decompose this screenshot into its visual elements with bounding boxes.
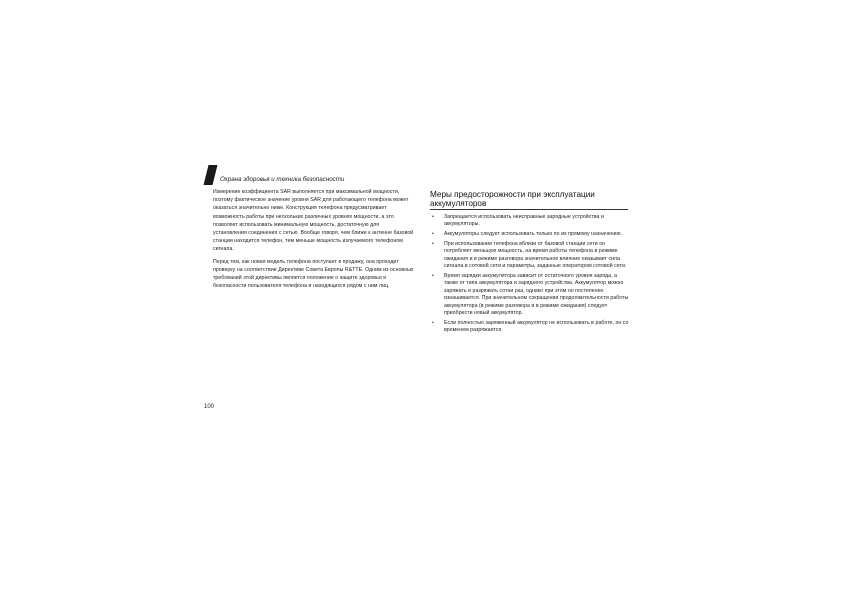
list-item [430, 273, 630, 317]
list-item-text: При использовании телефона вблизи от базовой станции сети он потребляет меньшую мощность, на время работы телефона в режиме ожидания и в режиме разговора значительное влияние оказывает сила сигнала в сотовой сети и параметры, заданные оператором сотовой сети. [444, 241, 627, 270]
bullet-icon: • [432, 319, 434, 326]
section-title: Меры предосторожности при эксплуатации аккумуляторов [430, 190, 595, 209]
bullet-icon: • [432, 231, 434, 238]
list-item [430, 320, 630, 335]
list-item-text: Если полностью заряженный аккумулятор не использовать в работе, он со временем разряжается. [444, 319, 629, 334]
precautions-list [430, 214, 630, 337]
bullet-icon: • [432, 273, 434, 280]
body-paragraph: Измерение коэффициента SAR выполняется при максимальной мощности, поэтому фактическое значение уровня SAR для работающего телефона может оказаться значительно ниже. Конструкция телефона предусматривает возможность работы при нескольких различных уровнях мощности, а это позволяет использовать минимальную мощность, достаточную для установления соединения с сетью. Вообще говоря, чем ближе к антенне базовой станции находится телефон, тем меньше мощность излучаемого телефоном сигнала. [213, 189, 414, 253]
section-header: Охрана здоровья и техника безопасности [220, 176, 345, 183]
list-item-text: Время зарядки аккумулятора зависит от остаточного уровня заряда, а также от типа аккумулятора и зарядного устройства. Аккумулятор можно заряжать и разряжать сотни раз, однако при этом он постепенно изнашивается. При значительном сокращении продолжительности работы аккумулятора (в режиме разговора и в режиме ожидания) следует приобрести новый аккумулятор. [444, 273, 629, 317]
list-item-text: Аккумуляторы следует использовать только по их прямому назначению. [444, 231, 623, 238]
title-divider [430, 209, 628, 210]
list-item [430, 241, 630, 271]
page-number: 100 [204, 404, 215, 410]
bullet-icon: • [432, 214, 434, 220]
left-column [213, 188, 414, 294]
body-paragraph: Перед тем, как новая модель телефона поступает в продажу, она проходит проверку на соответствие Директиве Совета Европы R&TTE. Одним из основных требований этой директивы является положение о защите здоровья и безопасности пользователя телефона и находящихся рядом с ним лиц. [213, 258, 414, 290]
list-item-text: Запрещается использовать неисправные зарядные устройства и аккумуляторы. [444, 214, 604, 228]
list-item [430, 231, 630, 238]
list-item [430, 214, 630, 229]
bullet-icon: • [432, 241, 434, 247]
section-marker [204, 165, 218, 185]
